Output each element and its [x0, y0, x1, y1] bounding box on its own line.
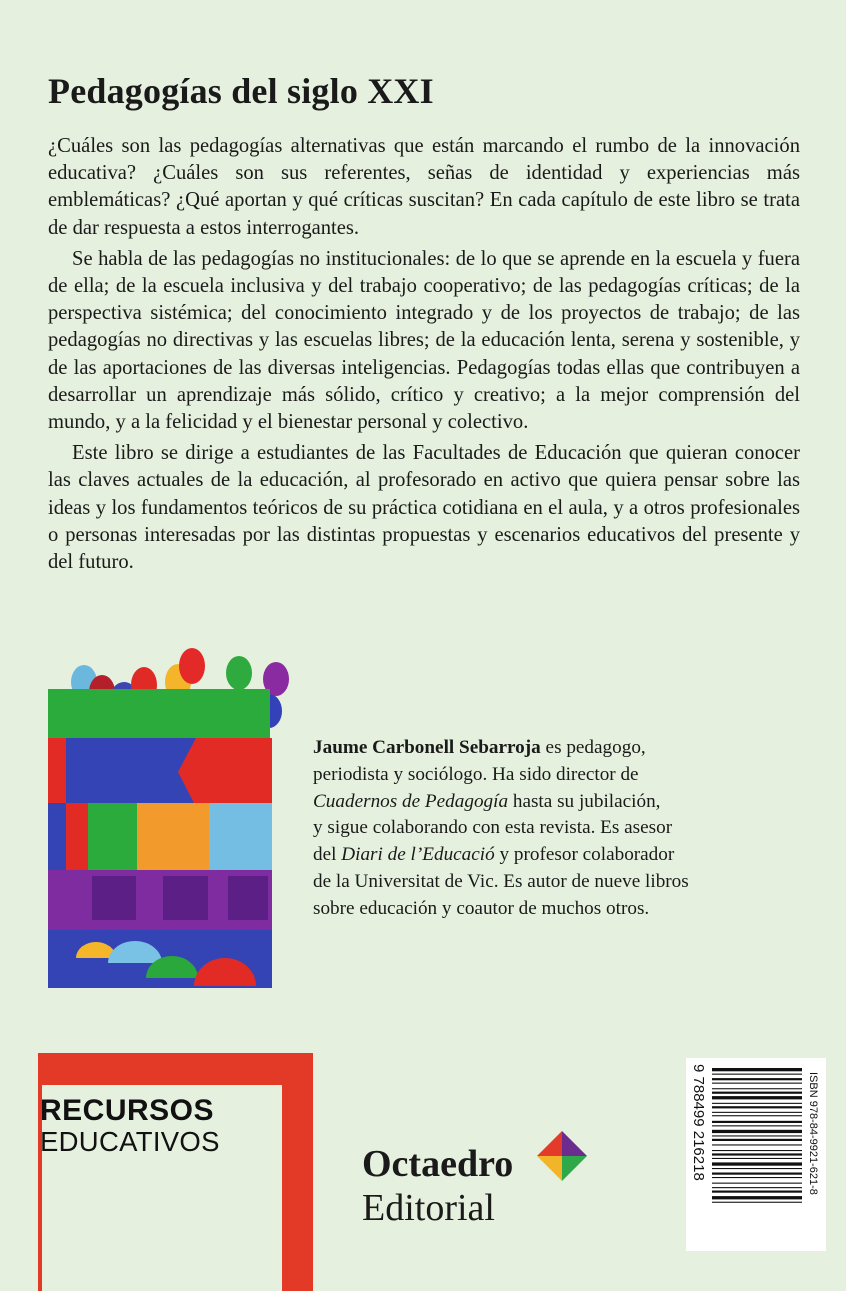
synopsis — [48, 133, 800, 580]
publication-title: Diari de l’Educació — [341, 844, 495, 866]
synopsis-paragraph-2: Se habla de las pedagogías no institucionales: de lo que se aprende en la escuela y fuera de ella; de la escuela inclusiva y del trabajo cooperativo; de las pedagogías críticas; de la perspectiva sistémica; del conocimiento integrado y de los proyectos de trabajo; de las pedagogías no directivas y las escuelas libres; de la educación lenta, serena y sostenible, y de las aportaciones de las diversas inteligencias. Pedagogías todas ellas que contribuyen a desarrollar un aprendizaje más sólido, crítico y creativo; a la mejor comprensión del mundo, y a la felicidad y el bienestar personal y colectivo. — [48, 247, 800, 434]
bio-text: del — [313, 844, 342, 866]
barcode-digits: 9 788499 216218 — [690, 1064, 707, 1181]
barcode-bars — [686, 1058, 826, 1251]
synopsis-paragraph-1: ¿Cuáles son las pedagogías alternativas que están marcando el rumbo de la innovación educativa? ¿Cuáles son sus referentes, señas de identidad y experiencias más emblemáticas? ¿Qué aportan y qué críticas suscitan? En cada capítulo de este libro se trata de dar respuesta a estos interrogantes. — [48, 135, 800, 239]
bio-text: de la Universitat de Vic. Es autor de nueve libros — [313, 870, 689, 892]
bio-text: es pedagogo, — [540, 737, 646, 758]
bio-text: hasta su jubilación, — [508, 790, 661, 812]
octaedro-logo-icon — [535, 1129, 589, 1183]
bio-text: sobre educación y coautor de muchos otros. — [313, 897, 650, 919]
bio-text: y sigue colaborando con esta revista. Es asesor — [313, 817, 673, 839]
publisher-name: Octaedro — [362, 1143, 514, 1185]
book-title: Pedagogías del siglo XXI — [48, 71, 434, 111]
collection-name-line1: RECURSOS — [40, 1094, 215, 1127]
bio-text: y profesor colaborador — [494, 844, 675, 866]
collection-frame-top — [38, 1053, 313, 1085]
synopsis-paragraph-3: Este libro se dirige a estudiantes de las Facultades de Educación que quieran conocer las claves actuales de la educación, al profesorado en activo que quiera pensar sobre las ideas y los fundamentos teóricos de su práctica cotidiana en el aula, y a otros profesionales o personas interesadas por las distintas propuestas y escenarios educativos del presente y del futuro. — [48, 442, 800, 574]
cover-illustration — [46, 648, 292, 990]
publisher-subtitle: Editorial — [362, 1187, 495, 1229]
collection-name-line2: EDUCATIVOS — [40, 1126, 220, 1157]
collection-frame-right — [282, 1053, 313, 1291]
collection-frame-left — [38, 1053, 42, 1291]
author-bio — [313, 735, 793, 923]
publication-title: Cuadernos de Pedagogía — [313, 790, 509, 812]
barcode — [686, 1058, 826, 1251]
bio-text: periodista y sociólogo. Ha sido director de — [313, 763, 639, 785]
author-name: Jaume Carbonell Sebarroja — [313, 737, 541, 758]
isbn-label: ISBN 978-84-9921-621-8 — [807, 1072, 819, 1195]
